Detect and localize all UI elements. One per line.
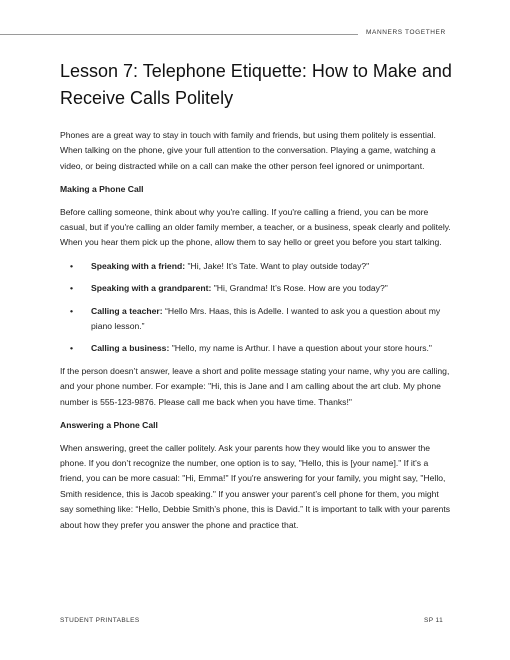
footer-left: STUDENT PRINTABLES [60, 617, 140, 624]
lesson-title: Lesson 7: Telephone Etiquette: How to Make and Receive Calls Politely [60, 61, 452, 108]
making-call-paragraph: Before calling someone, think about why you're calling. If you're calling a friend, you can be more casual, but if you're calling an older family member, a teacher, or a business, speak clearly and politely. When you hear them pick up the phone, allow them to say hello or greet you before you start talking. [60, 206, 451, 248]
example-label: Speaking with a grandparent: [91, 283, 212, 294]
making-call-heading: Making a Phone Call [60, 184, 144, 195]
answering-call-heading: Answering a Phone Call [60, 420, 158, 431]
intro-paragraph: Phones are a great way to stay in touch with family and friends, but using them politely is essential. When talking on the phone, give your full attention to the conversation. Playing a game, watching a video, or being distracted while on a call can make the other person feel ignored or unimportant. [60, 130, 436, 171]
lesson-body [60, 128, 452, 541]
list-item [60, 281, 452, 296]
answering-call-paragraph: When answering, greet the caller politely. Ask your parents how they would like you to answer the phone. If you don’t recognize the number, one option is to say, "Hello, this is [your name]." If it's a friend, you can be more casual: "Hi, Emma!" If you're answering for your family, you might say, "Hello, Smith residence, this is Jacob speaking." If you answer your parent’s cell phone for them, you might say something like: “Hello, Debbie Smith’s phone, this is David.” It is important to talk with your parents about how they prefer you answer the phone and practice that. [60, 442, 451, 530]
example-label: Calling a business: [91, 343, 170, 354]
list-item [60, 304, 452, 335]
header-rule [0, 34, 358, 35]
example-text: "Hi, Jake! It’s Tate. Want to play outside today?" [185, 260, 370, 271]
example-text: "Hi, Grandma! It’s Rose. How are you today?" [211, 283, 388, 294]
bullet-icon: • [70, 343, 74, 354]
example-text: "Hello, my name is Arthur. I have a question about your store hours." [169, 343, 432, 354]
bullet-icon: • [70, 283, 74, 294]
example-text: “Hello Mrs. Haas, this is Adelle. I wanted to ask you a question about my piano lesson.” [91, 305, 441, 332]
voicemail-paragraph: If the person doesn’t answer, leave a short and polite message stating your name, why you are calling, and your phone number. For example: "Hi, this is Jane and I am calling about the art club. My phone number is 555-123-9876. Please call me back when you have time. Thanks!" [60, 365, 450, 407]
example-label: Calling a teacher: [91, 305, 163, 316]
bullet-icon: • [70, 260, 74, 271]
list-item [60, 259, 452, 274]
list-item [60, 341, 452, 356]
page-number: SP 11 [424, 617, 444, 624]
bullet-icon: • [70, 305, 74, 316]
example-label: Speaking with a friend: [91, 260, 186, 271]
running-header: MANNERS TOGETHER [366, 29, 446, 36]
example-list [60, 259, 452, 357]
